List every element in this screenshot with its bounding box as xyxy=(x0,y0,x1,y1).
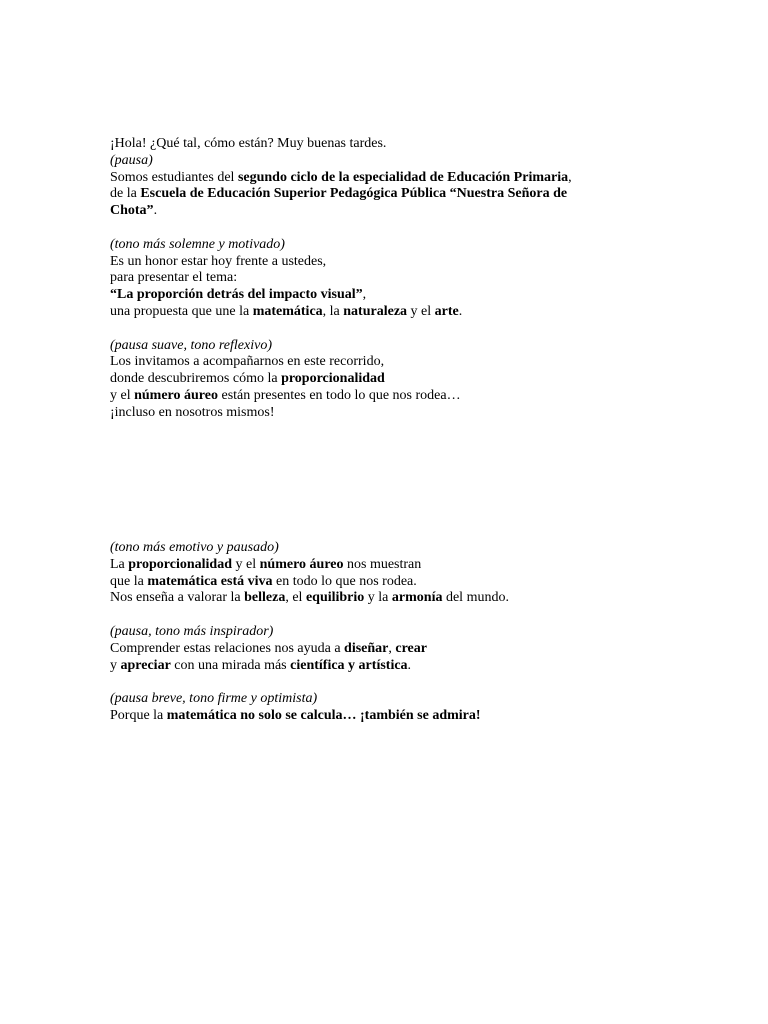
text-run: Somos estudiantes del xyxy=(110,169,238,185)
text-run: , xyxy=(362,287,367,303)
text-run: donde descubriremos cómo la xyxy=(110,371,282,387)
bold-run: matemática xyxy=(252,303,323,319)
stage-direction: (pausa suave, tono reflexivo) xyxy=(110,337,272,353)
text-run: y la xyxy=(364,590,392,606)
text-run: y el xyxy=(232,556,260,572)
bold-run: belleza xyxy=(244,590,286,606)
speech-section-closing xyxy=(110,540,670,725)
topic-title-line xyxy=(110,287,670,304)
text-run: Comprender estas relaciones nos ayuda a xyxy=(110,640,345,656)
text-run: con una mirada más xyxy=(170,657,291,673)
text-run: . xyxy=(153,203,158,219)
paragraph-gap xyxy=(110,220,670,237)
text-line xyxy=(110,170,670,187)
text-line xyxy=(110,304,670,321)
text-line xyxy=(110,557,670,574)
bold-run: número áureo xyxy=(134,387,218,403)
bold-run: equilibrio xyxy=(305,590,365,606)
text-line xyxy=(110,203,670,220)
bold-run: diseñar xyxy=(344,640,389,656)
text-run: y el xyxy=(110,387,135,403)
text-run: , xyxy=(388,640,396,656)
text-line xyxy=(110,371,670,388)
text-line: para presentar el tema: xyxy=(110,270,238,286)
bold-run: Chota” xyxy=(110,203,154,219)
text-run: que la xyxy=(110,573,148,589)
stage-direction: (pausa) xyxy=(110,152,153,168)
stage-direction: (tono más emotivo y pausado) xyxy=(110,540,279,555)
paragraph-gap xyxy=(110,607,670,624)
bold-run: científica y artística xyxy=(290,657,408,673)
text-line xyxy=(110,658,670,675)
text-run: en todo lo que nos rodea. xyxy=(272,573,417,589)
text-run: . xyxy=(458,303,463,319)
bold-run: matemática está viva xyxy=(147,573,273,589)
bold-run: proporcionalidad xyxy=(281,371,385,387)
topic-title: “La proporción detrás del impacto visual” xyxy=(110,287,363,303)
text-run: están presentes en todo lo que nos rodea… xyxy=(217,387,461,403)
text-line xyxy=(110,641,670,658)
text-run: de la xyxy=(110,186,141,202)
text-run: , la xyxy=(322,303,344,319)
text-run: , el xyxy=(285,590,306,606)
text-line: Los invitamos a acompañarnos en este recorrido, xyxy=(110,354,385,370)
text-line xyxy=(110,574,670,591)
bold-run: crear xyxy=(395,640,427,656)
bold-run: apreciar xyxy=(120,657,171,673)
text-run: , xyxy=(568,169,572,185)
text-line xyxy=(110,388,670,405)
text-run: nos muestran xyxy=(343,556,422,572)
paragraph-gap xyxy=(110,321,670,338)
bold-run: armonía xyxy=(391,590,443,606)
stage-direction: (pausa, tono más inspirador) xyxy=(110,623,274,639)
bold-run: naturaleza xyxy=(343,303,408,319)
paragraph-gap xyxy=(110,674,670,691)
text-run: una propuesta que une la xyxy=(110,303,253,319)
text-line xyxy=(110,186,670,203)
stage-direction: (tono más solemne y motivado) xyxy=(110,236,285,252)
stage-direction: (pausa breve, tono firme y optimista) xyxy=(110,691,318,707)
text-run: y el xyxy=(407,303,435,319)
closing-line xyxy=(110,708,670,725)
text-line xyxy=(110,590,670,607)
speech-section-intro xyxy=(110,136,670,422)
text-line: ¡incluso en nosotros mismos! xyxy=(110,404,275,420)
bold-run: segundo ciclo de la especialidad de Educación Primaria xyxy=(237,169,569,185)
text-run: La xyxy=(110,556,129,572)
greeting-line: ¡Hola! ¿Qué tal, cómo están? Muy buenas tardes. xyxy=(110,136,387,151)
text-run: Porque la xyxy=(110,707,167,723)
text-line: Es un honor estar hoy frente a ustedes, xyxy=(110,253,327,269)
bold-run: Escuela de Educación Superior Pedagógica Pública “Nuestra Señora de xyxy=(140,186,568,202)
text-run: Nos enseña a valorar la xyxy=(110,590,245,606)
bold-run: arte xyxy=(434,303,459,319)
bold-run: número áureo xyxy=(259,556,344,572)
text-run: del mundo. xyxy=(442,590,509,606)
text-run: y xyxy=(110,657,121,673)
text-run: . xyxy=(407,657,412,673)
bold-run: matemática no solo se calcula… ¡también se admira! xyxy=(166,707,481,723)
bold-run: proporcionalidad xyxy=(128,556,233,572)
